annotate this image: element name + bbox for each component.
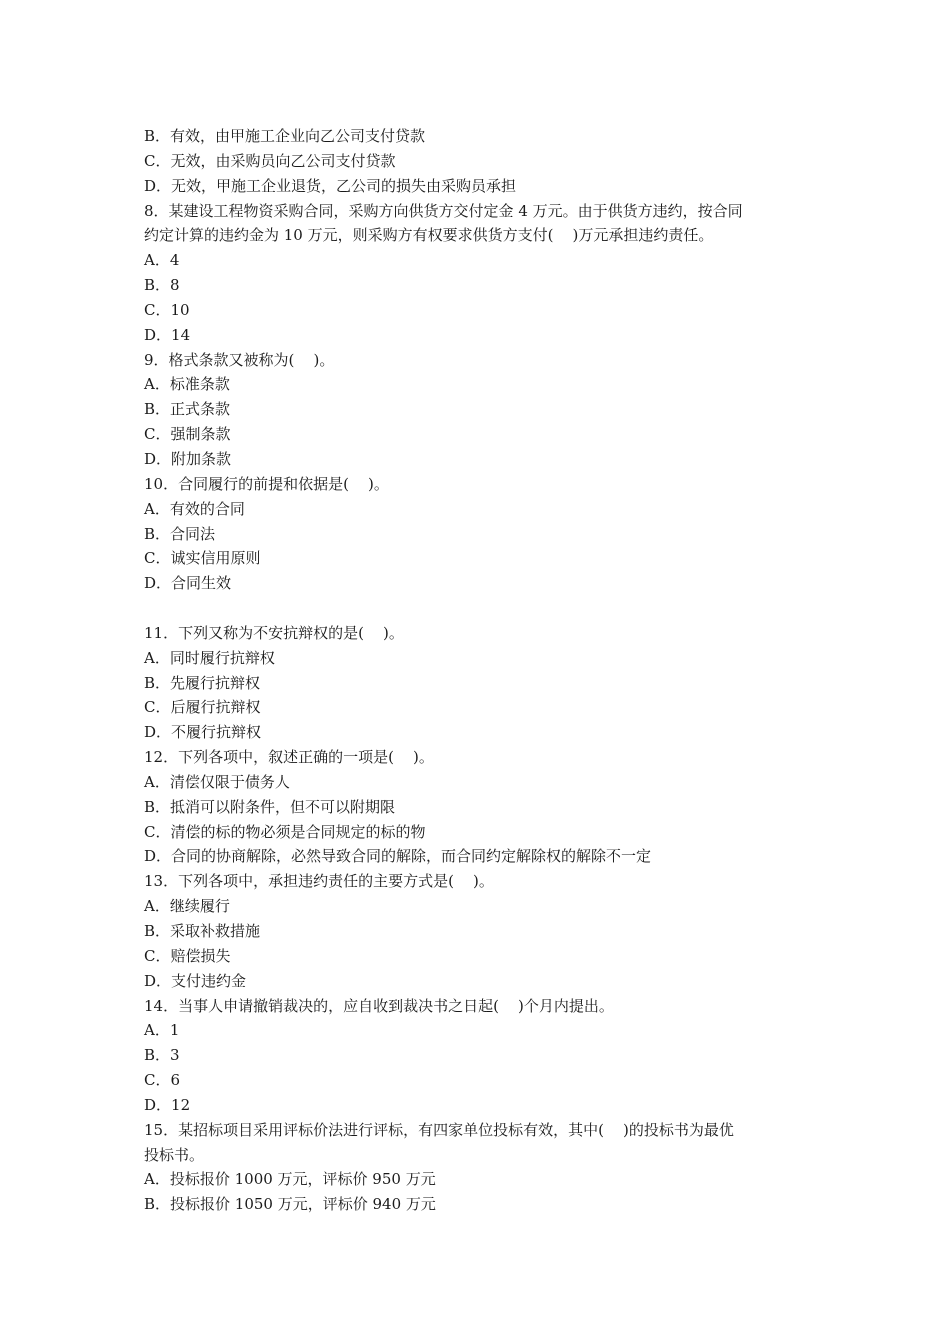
question-11-option-d: D．不履行抗辩权 bbox=[144, 723, 262, 742]
question-13-option-c: C．赔偿损失 bbox=[144, 946, 231, 965]
question-9-option-c: C．强制条款 bbox=[144, 425, 231, 444]
question-15-option-a: A．投标报价 1000 万元，评标价 950 万元 bbox=[144, 1170, 436, 1189]
question-12-option-a: A．清偿仅限于债务人 bbox=[144, 772, 290, 791]
option-line: C．无效，由采购员向乙公司支付贷款 bbox=[144, 151, 396, 170]
question-9-option-d: D．附加条款 bbox=[144, 449, 232, 468]
question-8-option-b: B．8 bbox=[144, 276, 180, 295]
question-14-option-c: C．6 bbox=[144, 1071, 181, 1090]
question-8-option-d: D．14 bbox=[144, 325, 191, 344]
question-11-stem: 11．下列又称为不安抗辩权的是( )。 bbox=[144, 623, 404, 642]
question-12-option-d: D．合同的协商解除，必然导致合同的解除，而合同约定解除权的解除不一定 bbox=[144, 847, 652, 866]
question-13-option-d: D．支付违约金 bbox=[144, 971, 247, 990]
paragraph-spacer bbox=[144, 596, 816, 621]
question-8-option-a: A．4 bbox=[144, 251, 180, 270]
question-15-stem-line-2: 投标书。 bbox=[144, 1145, 205, 1164]
document-page bbox=[144, 124, 816, 1217]
question-13-stem: 13．下列各项中，承担违约责任的主要方式是( )。 bbox=[144, 872, 494, 891]
question-8-option-c: C．10 bbox=[144, 300, 190, 319]
question-13-option-b: B．采取补救措施 bbox=[144, 922, 261, 940]
question-15-option-b: B．投标报价 1050 万元，评标价 940 万元 bbox=[144, 1195, 436, 1214]
question-11-option-c: C．后履行抗辩权 bbox=[144, 698, 261, 717]
question-11-option-a: A．同时履行抗辩权 bbox=[144, 648, 275, 667]
question-13-option-a: A．继续履行 bbox=[144, 897, 230, 916]
question-10-option-b: B．合同法 bbox=[144, 524, 216, 543]
question-9-option-a: A．标准条款 bbox=[144, 375, 230, 394]
question-12-option-c: C．清偿的标的物必须是合同规定的标的物 bbox=[144, 822, 426, 841]
question-9-stem: 9．格式条款又被称为( )。 bbox=[144, 350, 335, 369]
question-11-option-b: B．先履行抗辩权 bbox=[144, 673, 261, 692]
question-15-stem-line-1: 15．某招标项目采用评标价法进行评标，有四家单位投标有效，其中( )的投标书为最优 bbox=[144, 1120, 734, 1139]
question-8-stem-line-2: 约定计算的违约金为 10 万元，则采购方有权要求供货方支付( )万元承担违约责任。 bbox=[144, 226, 714, 245]
question-10-option-d: D．合同生效 bbox=[144, 574, 232, 593]
question-12-option-b: B．抵消可以附条件，但不可以附期限 bbox=[144, 797, 396, 816]
question-14-option-a: A．1 bbox=[144, 1021, 180, 1040]
option-line: D．无效，甲施工企业退货，乙公司的损失由采购员承担 bbox=[144, 176, 517, 195]
question-9-option-b: B．正式条款 bbox=[144, 400, 231, 419]
question-12-stem: 12．下列各项中，叙述正确的一项是( )。 bbox=[144, 748, 434, 767]
question-14-stem: 14．当事人申请撤销裁决的，应自收到裁决书之日起( )个月内提出。 bbox=[144, 996, 614, 1015]
question-10-option-a: A．有效的合同 bbox=[144, 499, 245, 518]
question-14-option-d: D．12 bbox=[144, 1095, 191, 1114]
question-8-stem-line-1: 8．某建设工程物资采购合同，采购方向供货方交付定金 4 万元。由于供货方违约，按合同 bbox=[144, 201, 743, 220]
question-10-stem: 10．合同履行的前提和依据是( )。 bbox=[144, 474, 389, 493]
option-line: B．有效，由甲施工企业向乙公司支付贷款 bbox=[144, 127, 426, 145]
question-10-option-c: C．诚实信用原则 bbox=[144, 549, 261, 568]
question-14-option-b: B．3 bbox=[144, 1046, 180, 1065]
